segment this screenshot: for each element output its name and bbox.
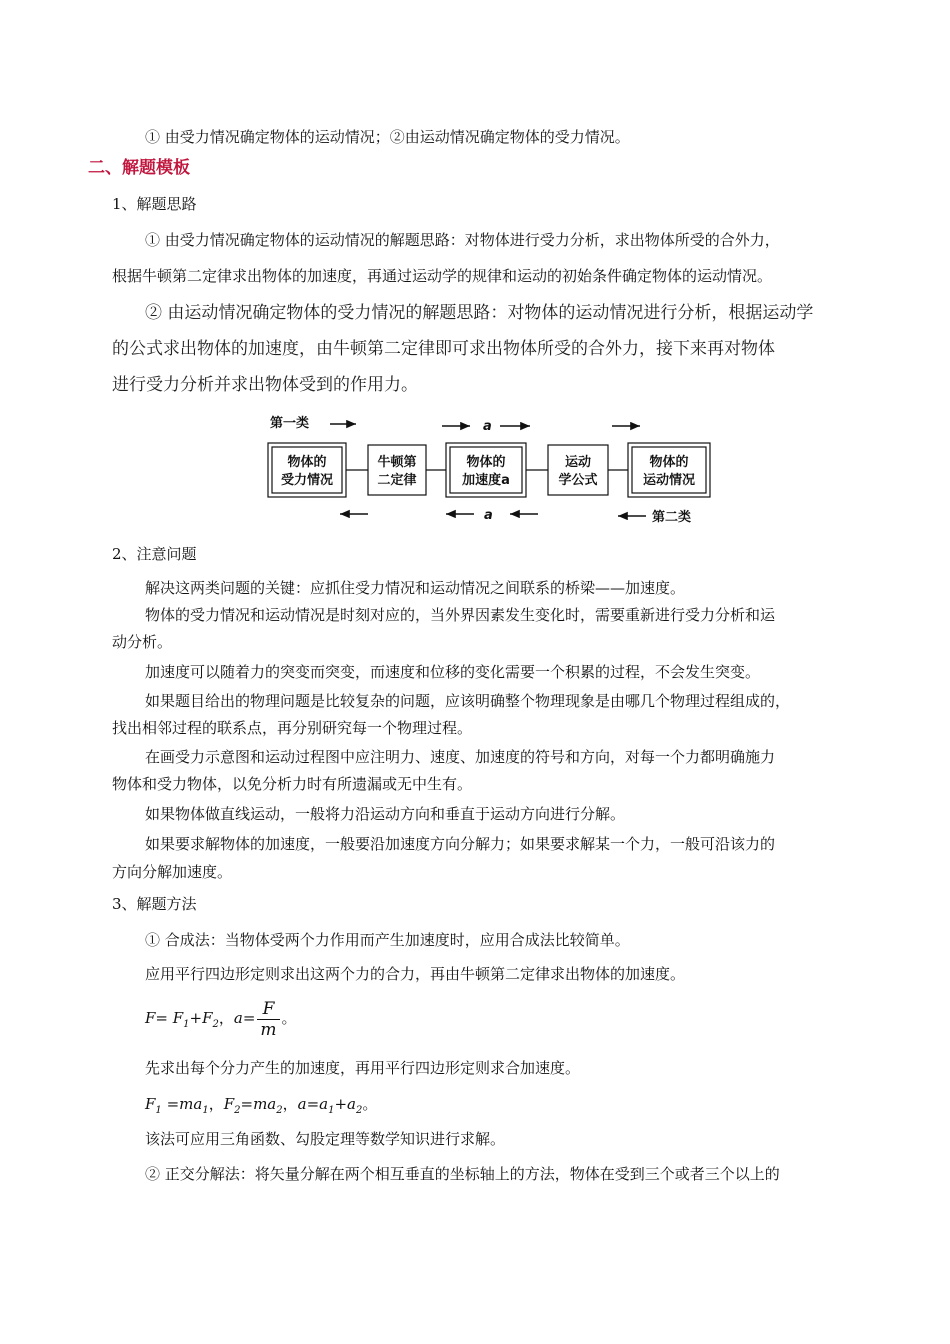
- s2-line5b: 物体和受力物体，以免分析力时有所遗漏或无中生有。: [112, 775, 473, 793]
- f1-lhs: F= F: [145, 1009, 184, 1027]
- s1-p2-line2: 的公式求出物体的加速度，由牛顿第二定律即可求出物体所受的合外力，接下来再对物体: [112, 339, 775, 359]
- s1-title: 1、解题思路: [112, 195, 197, 213]
- s3-line2: 应用平行四边形定则求出这两个力的合力，再由牛顿第二定律求出物体的加速度。: [145, 965, 686, 983]
- box-acceleration: [446, 443, 526, 497]
- formula-1: [145, 996, 297, 1047]
- s2-line7b: 方向分解加速度。: [112, 863, 233, 881]
- formula-2: [145, 1094, 377, 1121]
- f2-s2: 2: [234, 1105, 241, 1116]
- f1-sub1: 1: [183, 1019, 190, 1030]
- f2-F1: F: [145, 1095, 156, 1113]
- box-motion-condition: [628, 443, 710, 497]
- f2-s4: 2: [356, 1105, 363, 1116]
- f2-sep1: ，: [208, 1095, 224, 1113]
- section-title: 二、解题模板: [88, 158, 190, 178]
- label-second-class: 第二类: [652, 510, 692, 525]
- s3-line5: ② 正交分解法：将矢量分解在两个相互垂直的坐标轴上的方法，物体在受到三个或者三个以上的: [145, 1165, 780, 1183]
- box3-line2: 加速度a: [462, 473, 510, 488]
- box1-line2: 受力情况: [280, 473, 334, 488]
- f1-denominator: m: [260, 1019, 277, 1040]
- box1-line1: 物体的: [287, 455, 327, 470]
- f2-end: 。: [362, 1095, 378, 1113]
- flow-diagram: [266, 413, 716, 528]
- s1-p2-line3: 进行受力分析并求出物体受到的作用力。: [112, 375, 418, 395]
- f1-plus: +F: [189, 1009, 213, 1027]
- s1-p1-line1: ① 由受力情况确定物体的运动情况的解题思路：对物体进行受力分析，求出物体所受的合外力，: [145, 231, 780, 249]
- label-a-bottom: a: [484, 508, 493, 523]
- f2-s3: 1: [328, 1105, 335, 1116]
- s2-line6: 如果物体做直线运动，一般将力沿运动方向和垂直于运动方向进行分解。: [145, 805, 626, 823]
- s2-line4b: 找出相邻过程的联系点，再分别研究每一个物理过程。: [112, 719, 473, 737]
- box2-line1: 牛顿第: [377, 455, 417, 470]
- s2-line2b: 动分析。: [112, 633, 173, 651]
- box3-line1: 物体的: [466, 455, 506, 470]
- f2-plus: +a: [334, 1095, 356, 1113]
- f2-sep2: ，: [282, 1095, 298, 1113]
- s2-line7a: 如果要求解物体的加速度，一般要沿加速度方向分解力；如果要求解某一个力，一般可沿该力的: [145, 835, 776, 853]
- s1-p1-line2: 根据牛顿第二定律求出物体的加速度，再通过运动学的规律和运动的初始条件确定物体的运动情况。: [112, 267, 773, 285]
- label-first-class: 第一类: [270, 416, 310, 431]
- box4-line2: 学公式: [558, 473, 598, 488]
- f2-a: a=a: [297, 1095, 329, 1113]
- s1-p2-line1: ② 由运动情况确定物体的受力情况的解题思路：对物体的运动情况进行分析，根据运动学: [145, 303, 814, 323]
- f1-a: a=: [233, 1009, 256, 1027]
- s2-line1: 解决这两类问题的关键：应抓住受力情况和运动情况之间联系的桥梁——加速度。: [145, 579, 686, 597]
- f2-s1: 1: [155, 1105, 162, 1116]
- f1-end: 。: [281, 1009, 297, 1027]
- f1-sub2: 2: [212, 1019, 219, 1030]
- f1-sep: ，: [218, 1009, 234, 1027]
- s3-line4: 该法可应用三角函数、勾股定理等数学知识进行求解。: [145, 1130, 506, 1148]
- box-force-condition: [268, 443, 346, 497]
- box4-line1: 运动: [564, 455, 592, 470]
- s2-title: 2、注意问题: [112, 545, 197, 563]
- box5-line1: 物体的: [649, 455, 689, 470]
- f1-numerator: F: [257, 999, 279, 1020]
- box5-line2: 运动情况: [642, 473, 696, 488]
- f2-s1b: 1: [202, 1105, 209, 1116]
- f2-s2b: 2: [276, 1105, 283, 1116]
- f2-eq2: =ma: [240, 1095, 277, 1113]
- s3-title: 3、解题方法: [112, 895, 197, 913]
- label-a-top: a: [483, 419, 492, 434]
- box2-line2: 二定律: [377, 473, 417, 488]
- box-kinematics-formula: [548, 445, 608, 495]
- s2-line5a: 在画受力示意图和运动过程图中应注明力、速度、加速度的符号和方向，对每一个力都明确施力: [145, 748, 776, 766]
- s2-line3: 加速度可以随着力的突变而突变，而速度和位移的变化需要一个积累的过程，不会发生突变。: [145, 663, 761, 681]
- box-newton-second-law: [368, 445, 426, 495]
- f1-fraction: [257, 999, 279, 1040]
- f2-eq1: =ma: [161, 1095, 203, 1113]
- s2-line4a: 如果题目给出的物理问题是比较复杂的问题，应该明确整个物理现象是由哪几个物理过程组成的，: [145, 692, 791, 710]
- s2-line2a: 物体的受力情况和运动情况是时刻对应的，当外界因素发生变化时，需要重新进行受力分析和运: [145, 606, 776, 624]
- s3-line1: ① 合成法：当物体受两个力作用而产生加速度时，应用合成法比较简单。: [145, 931, 630, 949]
- intro-text: ① 由受力情况确定物体的运动情况；②由运动情况确定物体的受力情况。: [145, 128, 630, 146]
- f2-F2: F: [223, 1095, 235, 1113]
- s3-line3: 先求出每个分力产生的加速度，再用平行四边形定则求合加速度。: [145, 1059, 581, 1077]
